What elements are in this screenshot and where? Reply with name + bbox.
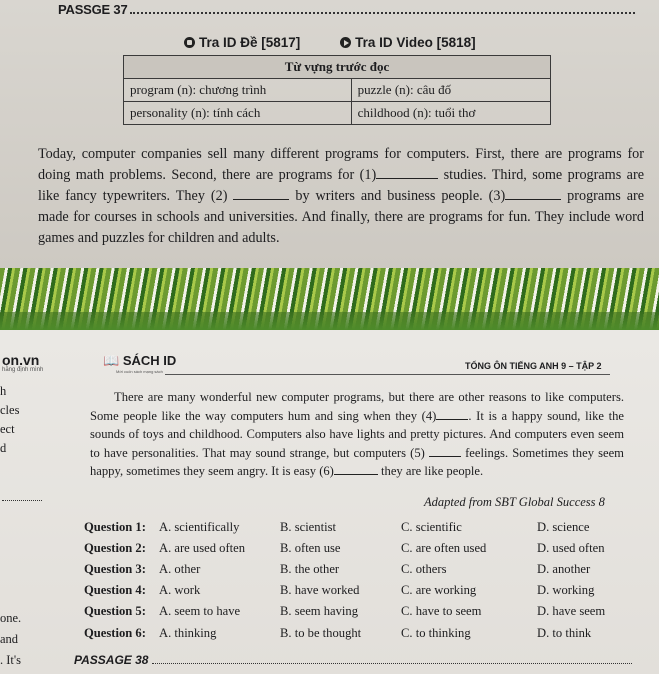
blank-5[interactable]: [429, 456, 461, 457]
option-c[interactable]: C. scientific: [401, 520, 462, 534]
exercise-id-link[interactable]: [184, 35, 300, 50]
option-d[interactable]: D. to think: [537, 626, 592, 640]
option-d[interactable]: D. used often: [537, 541, 605, 555]
option-d[interactable]: D. have seem: [537, 604, 606, 618]
header-dotted-line: [130, 4, 635, 14]
margin-fragment: . It's: [0, 653, 22, 667]
header-dotted-line: [152, 655, 632, 664]
question-row: [84, 626, 644, 644]
blank-6[interactable]: [334, 474, 378, 475]
question-label: Question 2:: [84, 541, 146, 555]
table-row: [124, 102, 551, 125]
passage-38-header: [74, 653, 632, 667]
passage-text: [90, 388, 624, 481]
option-a[interactable]: A. seem to have: [159, 604, 241, 618]
option-c[interactable]: C. others: [401, 562, 447, 576]
option-a[interactable]: A. other: [159, 562, 201, 576]
question-row: [84, 583, 644, 601]
question-row: [84, 541, 644, 559]
option-b[interactable]: B. to be thought: [280, 626, 362, 640]
margin-fragment: cles: [0, 403, 20, 417]
book-title: TỔNG ÔN TIẾNG ANH 9 – TẬP 2: [465, 361, 602, 371]
brand-tagline: hằng định mình: [2, 367, 44, 373]
margin-fragment: d: [0, 441, 7, 455]
option-d[interactable]: D. another: [537, 562, 591, 576]
blank-3[interactable]: [505, 199, 561, 200]
blank-1[interactable]: [376, 178, 438, 179]
option-a[interactable]: A. work: [159, 583, 201, 597]
option-c[interactable]: C. to thinking: [401, 626, 471, 640]
video-id-label: Tra ID Video [5818]: [355, 35, 476, 50]
passage-37-sentence: by writers and business people. (3): [295, 188, 506, 204]
question-row: [84, 520, 644, 538]
question-label: Question 1:: [84, 520, 146, 534]
vocab-cell: program (n): chương trình: [124, 79, 352, 102]
margin-fragment: h: [0, 384, 7, 398]
sach-id-tagline: Mới cuốn sách mạng sách: [116, 369, 163, 374]
question-label: Question 4:: [84, 583, 146, 597]
table-row: [124, 79, 551, 102]
question-row: [84, 562, 644, 580]
passage-37-sentence: programs are made for courses in schools and universities. And finally, there are programs for fun. They include word games and puzzles for children and adults.: [38, 188, 645, 246]
source-citation: Adapted from SBT Global Success 8: [424, 495, 605, 509]
margin-dotted-line: [2, 500, 42, 501]
passage-sentence: feelings. Sometimes they seem happy, sometimes they seem angry. It is easy (6): [90, 445, 624, 478]
option-a[interactable]: A. scientifically: [159, 520, 240, 534]
margin-fragment: one.: [0, 611, 22, 625]
option-b[interactable]: B. scientist: [280, 520, 336, 534]
vocab-cell: personality (n): tính cách: [124, 102, 352, 125]
sach-id-logo: [103, 353, 176, 369]
option-c[interactable]: C. are often used: [401, 541, 487, 555]
option-b[interactable]: B. the other: [280, 562, 340, 576]
document-icon: [184, 37, 195, 48]
passage-37-title: PASSGE 37: [58, 2, 128, 17]
brand-logo-left: on.vn: [2, 352, 40, 368]
option-b[interactable]: B. have worked: [280, 583, 360, 597]
blank-4[interactable]: [436, 419, 468, 420]
video-id-link[interactable]: [340, 35, 476, 50]
option-d[interactable]: D. science: [537, 520, 590, 534]
question-label: Question 6:: [84, 626, 146, 640]
sach-id-label: SÁCH ID: [122, 353, 177, 368]
passage-37-sentence: studies. Third, some programs are like fancy typewriters. They (2): [38, 167, 644, 204]
passage-37-text: [38, 144, 644, 249]
blank-2[interactable]: [233, 199, 289, 200]
play-icon: [340, 37, 351, 48]
passage-38-title: PASSAGE 38: [74, 653, 149, 667]
passage-37-sentence: Today, computer companies sell many different programs for computers. First, there are programs for doing math problems. Second, there are programs for (1): [38, 146, 644, 183]
option-a[interactable]: A. are used often: [159, 541, 246, 555]
option-d[interactable]: D. working: [537, 583, 595, 597]
exercise-id-label: Tra ID Đề [5817]: [199, 35, 301, 50]
vocab-title: Từ vựng trước đọc: [124, 56, 551, 79]
question-label: Question 5:: [84, 604, 146, 618]
option-c[interactable]: C. are working: [401, 583, 477, 597]
vocab-table: [123, 55, 551, 125]
passage-sentence: There are many wonderful new computer programs, but there are other reasons to like computers. Some people like the way computers hum and sing when they (4): [90, 390, 624, 423]
id-row: [184, 35, 512, 51]
vocab-cell: childhood (n): tuổi thơ: [351, 102, 550, 125]
option-b[interactable]: B. often use: [280, 541, 341, 555]
passage-sentence: . It is a happy sound, like the sounds of toys and childhood. Computers also have lights and pretty pictures. And computers even seem to have personalities. That may sound strange, but computers (5): [90, 408, 625, 460]
option-b[interactable]: B. seem having: [280, 604, 358, 618]
vocab-cell: puzzle (n): câu đố: [351, 79, 550, 102]
option-c[interactable]: C. have to seem: [401, 604, 482, 618]
question-row: [84, 604, 644, 622]
passage-37-header: [58, 2, 635, 17]
header-divider: [165, 374, 610, 375]
option-a[interactable]: A. thinking: [159, 626, 217, 640]
passage-sentence: they are like people.: [381, 464, 484, 478]
margin-fragment: and: [0, 632, 19, 646]
page-edge-stripe: [0, 268, 659, 330]
question-label: Question 3:: [84, 562, 146, 576]
book-icon: 📖: [103, 353, 120, 368]
margin-fragment: ect: [0, 422, 15, 436]
